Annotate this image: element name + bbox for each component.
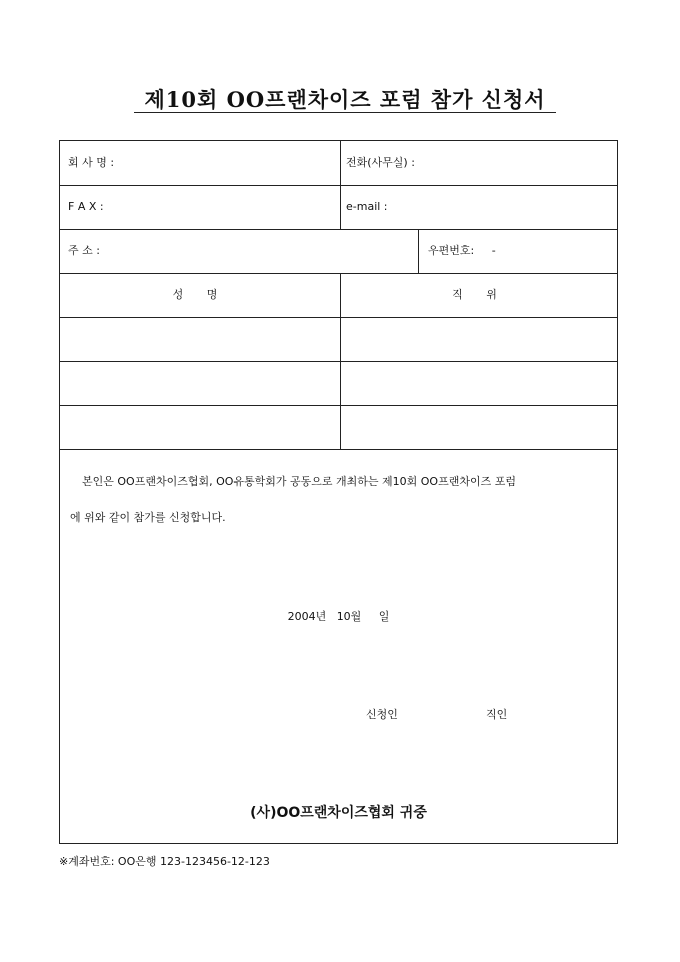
- row-divider: [60, 361, 617, 362]
- statement-line-2: 에 위와 같이 참가를 신청합니다.: [70, 511, 226, 524]
- row-divider: [60, 317, 617, 318]
- row-divider: [60, 229, 617, 230]
- recipient-organization: (사)OO프랜차이즈협회 귀중: [250, 805, 427, 821]
- seal-label: 직인: [486, 708, 508, 721]
- application-date: 2004년 10월 일: [287, 610, 390, 623]
- position-column-header: 직 위: [452, 288, 507, 301]
- statement-line-1: 본인은 OO프랜차이즈협회, OO유통학회가 공동으로 개최하는 제10회 OO프랜차이즈 포럼: [82, 475, 516, 488]
- row-divider: [60, 449, 617, 450]
- postal-code-field[interactable]: 우편번호: -: [428, 244, 496, 257]
- company-name-field[interactable]: 회 사 명 :: [68, 156, 115, 169]
- email-field[interactable]: e-mail :: [346, 200, 388, 213]
- application-form: [59, 140, 618, 844]
- title-underline: [134, 112, 556, 113]
- column-divider: [340, 141, 341, 229]
- applicant-label: 신청인: [366, 708, 398, 721]
- page-title: 제10회 OO프랜차이즈 포럼 참가 신청서: [144, 87, 546, 112]
- name-column-header: 성 명: [172, 288, 228, 301]
- office-phone-field[interactable]: 전화(사무실) :: [346, 156, 415, 169]
- address-field[interactable]: 주 소 :: [68, 244, 100, 257]
- fax-field[interactable]: F A X :: [68, 200, 104, 213]
- bank-account-note: ※계좌번호: OO은행 123-123456-12-123: [59, 855, 270, 868]
- row-divider: [60, 405, 617, 406]
- column-divider: [418, 229, 419, 273]
- row-divider: [60, 273, 617, 274]
- row-divider: [60, 185, 617, 186]
